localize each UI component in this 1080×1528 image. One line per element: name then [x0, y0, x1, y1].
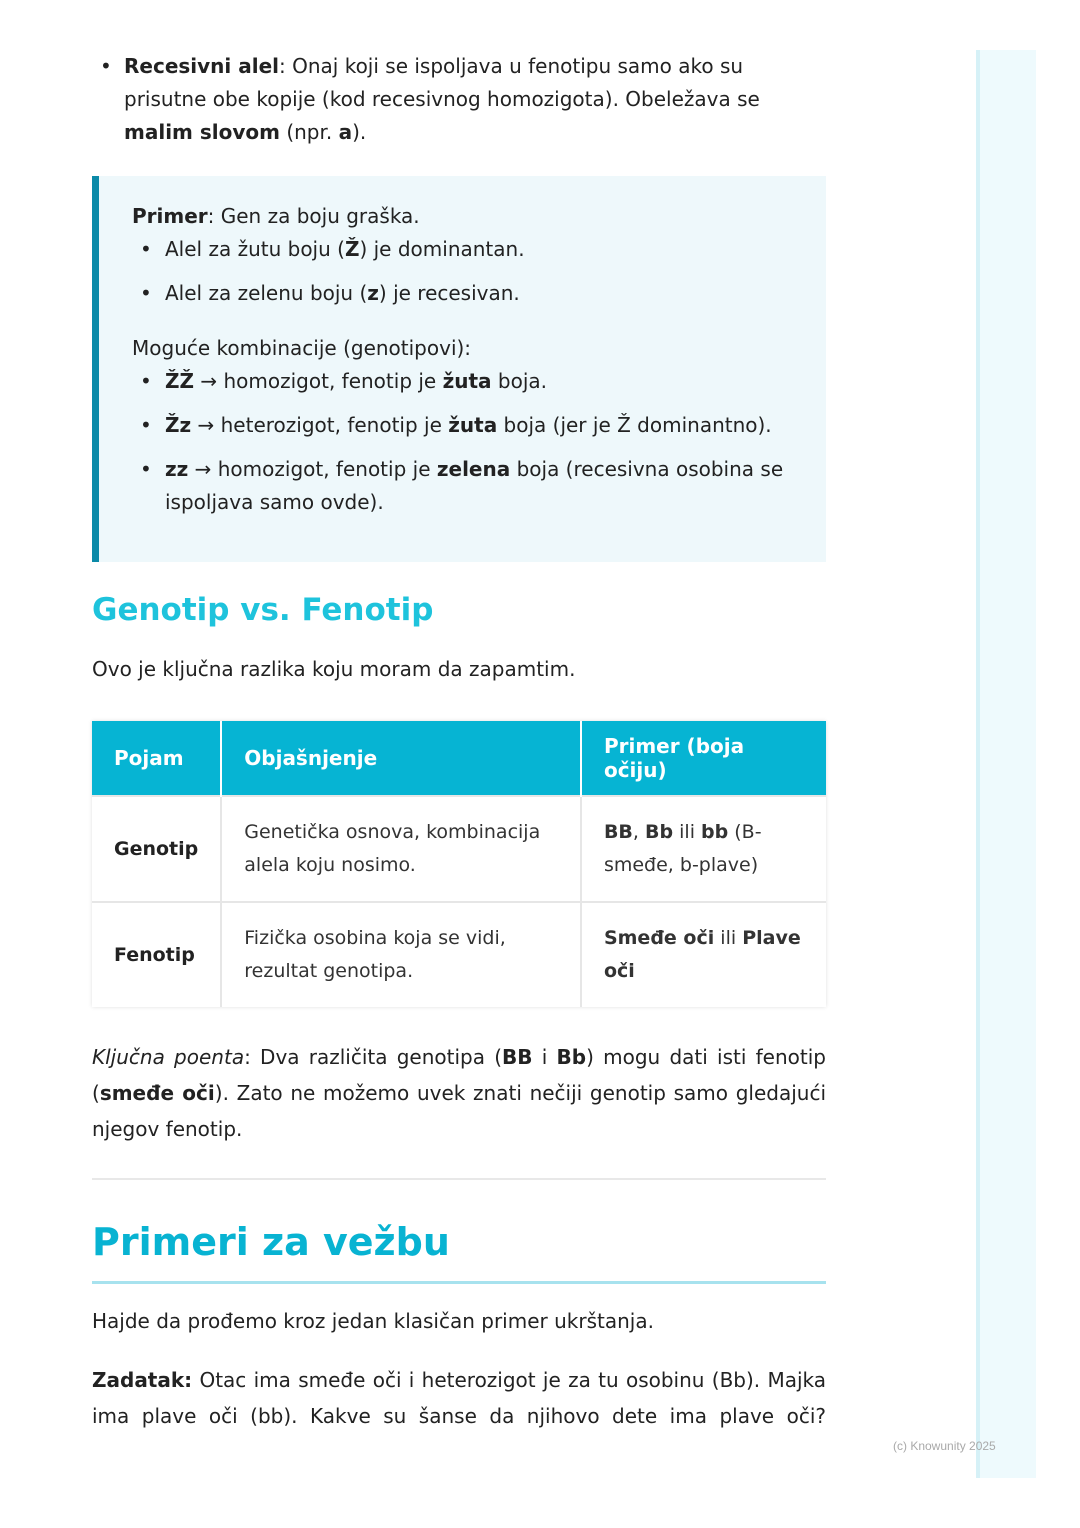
table-row	[92, 796, 826, 902]
text: boja.	[491, 369, 547, 393]
list-item	[132, 453, 826, 519]
table-cell	[581, 902, 826, 1007]
combo-list	[132, 365, 826, 519]
table-header-row	[92, 721, 826, 796]
text: → homozigot, fenotip je	[194, 369, 443, 393]
heading-underline	[92, 1281, 826, 1284]
text: ili	[714, 927, 743, 949]
table-cell: Genotip	[92, 796, 221, 902]
term-bold: zelena	[436, 457, 511, 481]
callout-title	[132, 200, 826, 233]
text: (B-smeđe, b-plave)	[603, 821, 762, 876]
table-row	[92, 902, 826, 1007]
text: ).	[352, 120, 367, 144]
term-bold: BB	[502, 1045, 533, 1069]
copyright-note: (c) Knowunity 2025	[893, 1439, 996, 1453]
table-cell: Fizička osobina koja se vidi, rezultat genotipa.	[221, 902, 581, 1007]
text: : Gen za boju graška.	[207, 204, 420, 228]
term-bold: Bb	[645, 821, 674, 843]
divider	[92, 1178, 826, 1180]
term-bold: Bb	[556, 1045, 587, 1069]
text: : Onaj koji se ispoljava u fenotipu samo ako su prisutne obe kopije (kod recesivnog homozigota). Obeležava se	[124, 54, 760, 111]
list-item	[100, 50, 830, 149]
list-item	[132, 409, 826, 442]
text: ) je recesivan.	[378, 281, 520, 305]
table-cell: Fenotip	[92, 902, 221, 1007]
term-bold: bb	[701, 821, 729, 843]
task-label: Zadatak:	[92, 1368, 193, 1392]
term-bold: zz	[165, 457, 189, 481]
table-header: Objašnjenje	[221, 721, 581, 796]
recesivni-list	[100, 50, 830, 149]
term-bold: žuta	[448, 413, 498, 437]
list-item	[132, 365, 826, 398]
text: : Dva različita genotipa (	[244, 1045, 503, 1069]
paragraph: Hajde da prođemo kroz jedan klasičan primer ukrštanja.	[92, 1309, 654, 1333]
key-point	[92, 1039, 826, 1147]
combo-title: Moguće kombinacije (genotipovi):	[132, 336, 472, 360]
term-bold: BB	[603, 821, 633, 843]
term-bold: žuta	[442, 369, 492, 393]
text: i	[532, 1045, 557, 1069]
term-bold: Plave oči	[603, 927, 801, 982]
allele-list	[132, 233, 826, 310]
text: ili	[673, 821, 702, 843]
table-header: Primer (boja očiju)	[581, 721, 826, 796]
text: ,	[632, 821, 646, 843]
right-margin-panel	[976, 50, 1036, 1478]
genotype-phenotype-table	[92, 721, 826, 1007]
list-item	[132, 233, 826, 266]
term-bold: z	[367, 281, 379, 305]
task-paragraph	[92, 1362, 826, 1434]
term-bold: Ž	[344, 237, 360, 261]
example-callout	[92, 176, 826, 562]
label: Primer	[132, 204, 208, 228]
page-heading: Primeri za vežbu	[92, 1220, 450, 1264]
text: Alel za zelenu boju (	[165, 281, 368, 305]
term-bold: a	[338, 120, 353, 144]
key-point-label: Ključna poenta	[92, 1045, 245, 1069]
term-bold: Smeđe oči	[603, 927, 715, 949]
text: Otac ima smeđe oči i heterozigot je za tu osobinu (Bb). Majka ima plave oči (bb). Kakve su šanse da njihovo dete ima plave oči?	[92, 1368, 826, 1428]
term-bold: Recesivni alel	[124, 54, 280, 78]
term-bold: smeđe oči	[99, 1081, 215, 1105]
text: ) mogu dati isti fenotip (	[92, 1045, 826, 1105]
table-cell	[581, 796, 826, 902]
section-heading: Genotip vs. Fenotip	[92, 592, 434, 628]
term-bold: malim slovom	[124, 120, 280, 144]
text: ). Zato ne možemo uvek znati nečiji genotip samo gledajući njegov fenotip.	[92, 1081, 827, 1141]
text: ) je dominantan.	[359, 237, 525, 261]
table-cell: Genetička osnova, kombinacija alela koju nosimo.	[221, 796, 581, 902]
text: boja (recesivna osobina se ispoljava samo ovde).	[165, 457, 784, 514]
text: → heterozigot, fenotip je	[191, 413, 449, 437]
text: Alel za žutu boju (	[165, 237, 345, 261]
list-item	[132, 277, 826, 310]
term-bold: Žz	[165, 413, 192, 437]
table-header: Pojam	[92, 721, 221, 796]
term-bold: ŽŽ	[165, 369, 195, 393]
section-intro: Ovo je ključna razlika koju moram da zapamtim.	[92, 657, 576, 681]
text: (npr.	[279, 120, 339, 144]
text: boja (jer je Ž dominantno).	[497, 413, 772, 437]
text: → homozigot, fenotip je	[188, 457, 437, 481]
